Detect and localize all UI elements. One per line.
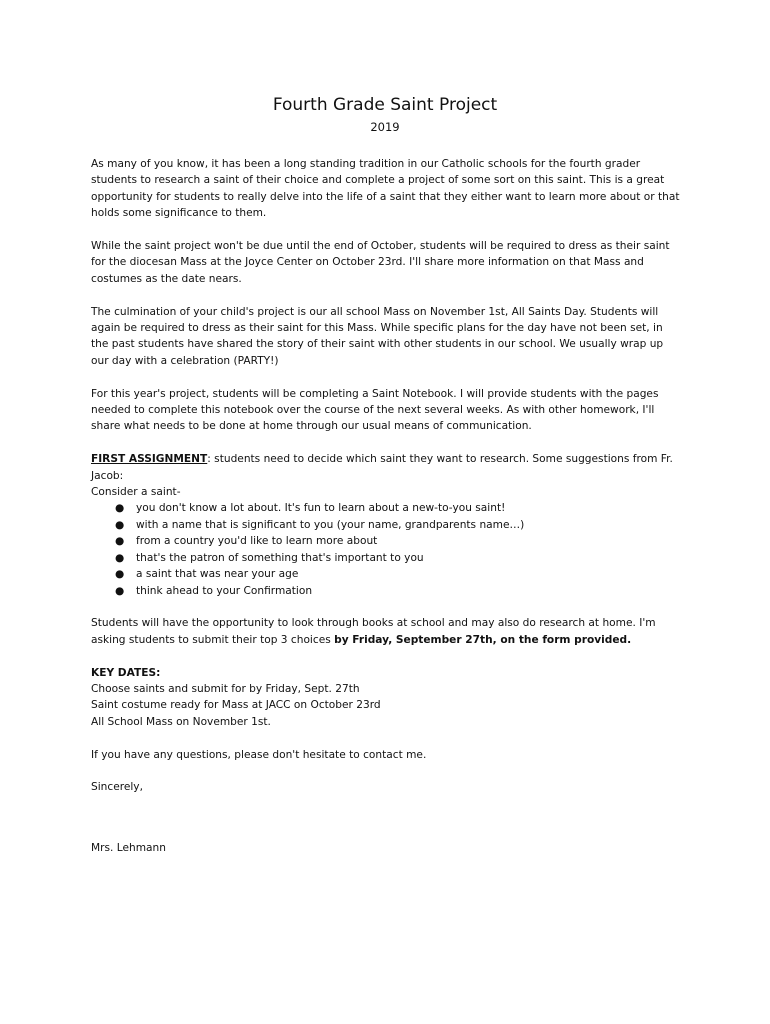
bullet-icon: ● (115, 551, 125, 564)
document-year: 2019 (370, 120, 400, 134)
list-item (91, 500, 681, 516)
key-date-item: All School Mass on November 1st. (91, 715, 271, 728)
list-item-text: you don't know a lot about. It's fun to learn about a new-to-you saint! (136, 502, 506, 515)
list-item-text: with a name that is significant to you (your name, grandparents name…) (136, 518, 525, 531)
bullet-icon: ● (115, 518, 125, 531)
bullet-icon: ● (115, 535, 125, 548)
submission-text: Students will have the opportunity to look through books at school and may also do research at home. I'm asking students to submit their top 3 choices (91, 617, 656, 646)
paragraph-notebook: For this year's project, students will be completing a Saint Notebook. I will provide students with the pages needed to complete this notebook over the course of the next several weeks. As with other homework, I'll share what needs to be done at home through our usual means of communication. (91, 387, 659, 433)
document-title: Fourth Grade Saint Project (272, 95, 498, 115)
bullet-icon: ● (115, 568, 125, 581)
key-date-item: Saint costume ready for Mass at JACC on October 23rd (91, 699, 381, 712)
bullet-icon: ● (115, 584, 125, 597)
paragraph-culmination: The culmination of your child's project is our all school Mass on November 1st, All Saints Day. Students will again be required to dress as their saint for this Mass. While specific plans for the day have not been set, in the past students have shared the story of their saint with other students in our school. We usually wrap up our day with a celebration (PARTY!) (91, 305, 664, 367)
submission-deadline: by Friday, September 27th, on the form provided. (334, 633, 632, 646)
list-item-text: from a country you'd like to learn more about (136, 535, 378, 548)
signature-name: Mrs. Lehmann (91, 841, 166, 854)
key-dates-heading: KEY DATES: (91, 666, 161, 679)
list-item-text: think ahead to your Confirmation (136, 584, 313, 597)
assignment-label: FIRST ASSIGNMENT (91, 453, 208, 466)
bullet-icon: ● (115, 502, 125, 515)
paragraph-diocesan-mass: While the saint project won't be due until the end of October, students will be required to dress as their saint for the diocesan Mass at the Joyce Center on October 23rd. I'll share more information on that Mass and costumes as the date nears. (91, 240, 670, 285)
key-date-item: Choose saints and submit for by Friday, Sept. 27th (91, 682, 360, 695)
consider-line: Consider a saint- (91, 486, 181, 499)
paragraph-intro: As many of you know, it has been a long standing tradition in our Catholic schools for the fourth grader students to research a saint of their choice and complete a project of some sort on this saint. This is a great opportunity for students to really delve into the life of a saint that they either want to learn more about or that holds some significance to them. (91, 158, 680, 220)
list-item-text: a saint that was near your age (136, 568, 299, 581)
list-item (91, 566, 681, 582)
submission-paragraph (91, 615, 681, 648)
suggestion-list (91, 500, 681, 598)
sincerely-line: Sincerely, (91, 781, 143, 794)
questions-line: If you have any questions, please don't hesitate to contact me. (91, 748, 427, 761)
list-item-text: that's the patron of something that's important to you (136, 551, 424, 564)
list-item (91, 583, 681, 599)
assignment-text: : students need to decide which saint they want to research. Some suggestions from Fr. Jacob: (91, 453, 673, 482)
list-item (91, 517, 681, 533)
list-item (91, 550, 681, 566)
assignment-paragraph (91, 451, 681, 484)
list-item (91, 533, 681, 549)
signature-space (91, 796, 681, 840)
letter-body (91, 156, 681, 856)
